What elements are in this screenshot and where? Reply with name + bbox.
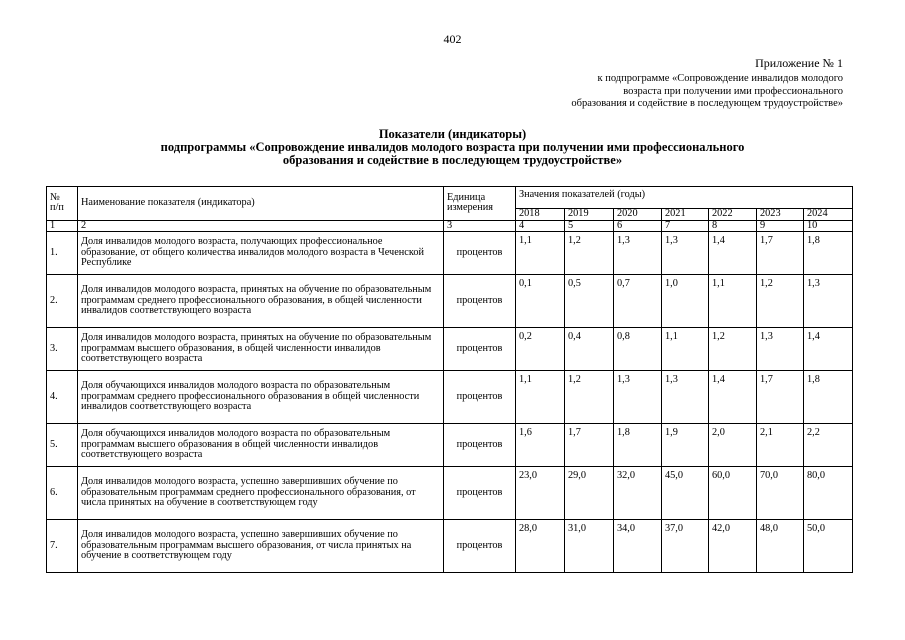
- value-2019: 31,0: [565, 520, 614, 573]
- table-row: [47, 467, 853, 520]
- row-number: 5.: [47, 424, 78, 467]
- value-2023: 2,1: [757, 424, 804, 467]
- indicator-unit: процентов: [444, 371, 516, 424]
- value-2024: 2,2: [804, 424, 853, 467]
- value-2021: 1,9: [662, 424, 709, 467]
- value-2024: 1,8: [804, 371, 853, 424]
- year-cell: 2022: [709, 209, 757, 221]
- column-number: 8: [709, 220, 757, 232]
- value-2019: 0,5: [565, 275, 614, 328]
- row-number: 3.: [47, 328, 78, 371]
- year-cell: 2023: [757, 209, 804, 221]
- value-2022: 1,1: [709, 275, 757, 328]
- title-line-1: Показатели (индикаторы): [378, 127, 527, 141]
- value-2018: 0,2: [516, 328, 565, 371]
- header-unit-cell: [444, 187, 516, 221]
- value-2023: 48,0: [757, 520, 804, 573]
- indicator-unit: процентов: [444, 424, 516, 467]
- column-number: 1: [47, 220, 78, 232]
- value-2020: 0,7: [614, 275, 662, 328]
- indicator-unit: процентов: [444, 467, 516, 520]
- column-number: 4: [516, 220, 565, 232]
- column-numbers-row: [47, 220, 853, 232]
- value-2022: 2,0: [709, 424, 757, 467]
- header-num-line-1: №: [50, 191, 60, 203]
- column-number: 10: [804, 220, 853, 232]
- row-number: 7.: [47, 520, 78, 573]
- title-line-3: образования и содействие в последующем трудоустройстве»: [282, 153, 623, 167]
- value-2022: 60,0: [709, 467, 757, 520]
- header-num-cell: [47, 187, 78, 221]
- value-2021: 1,3: [662, 371, 709, 424]
- indicator-name: Доля обучающихся инвалидов молодого возраста по образовательным программам среднего профессионального образования в общей численности инвалидов соответствующего возраста: [78, 371, 444, 424]
- value-2019: 1,2: [565, 371, 614, 424]
- table-row: [47, 520, 853, 573]
- column-number: 2: [78, 220, 444, 232]
- column-number: 9: [757, 220, 804, 232]
- value-2023: 1,2: [757, 275, 804, 328]
- value-2023: 1,3: [757, 328, 804, 371]
- header-name-cell: Наименование показателя (индикатора): [78, 187, 444, 221]
- value-2018: 28,0: [516, 520, 565, 573]
- indicator-unit: процентов: [444, 328, 516, 371]
- value-2024: 1,8: [804, 232, 853, 275]
- table-row: [47, 232, 853, 275]
- value-2023: 70,0: [757, 467, 804, 520]
- page-number: 402: [443, 32, 462, 46]
- value-2018: 1,1: [516, 232, 565, 275]
- value-2020: 0,8: [614, 328, 662, 371]
- value-2023: 1,7: [757, 232, 804, 275]
- value-2020: 1,8: [614, 424, 662, 467]
- indicator-name: Доля инвалидов молодого возраста, успешно завершивших обучение по образовательным программам среднего профессионального образования, от числа принятых на обучение в соответствующем году: [78, 467, 444, 520]
- value-2018: 1,1: [516, 371, 565, 424]
- year-cell: 2021: [662, 209, 709, 221]
- header-unit-line-2: измерения: [447, 202, 493, 214]
- value-2019: 1,7: [565, 424, 614, 467]
- value-2022: 1,2: [709, 328, 757, 371]
- appendix-title: Приложение № 1: [755, 56, 843, 70]
- year-cell: 2018: [516, 209, 565, 221]
- column-number: 3: [444, 220, 516, 232]
- value-2018: 23,0: [516, 467, 565, 520]
- document-title: [0, 128, 905, 167]
- indicator-unit: процентов: [444, 520, 516, 573]
- indicator-name: Доля обучающихся инвалидов молодого возраста по образовательным программам высшего образования в общей численности инвалидов соответствующего возраста: [78, 424, 444, 467]
- value-2022: 42,0: [709, 520, 757, 573]
- indicator-name: Доля инвалидов молодого возраста, принятых на обучение по образовательным программам среднего профессионального образования, в общей численности инвалидов соответствующего возраста: [78, 275, 444, 328]
- table-row: [47, 371, 853, 424]
- year-cell: 2020: [614, 209, 662, 221]
- year-cell: 2024: [804, 209, 853, 221]
- header-unit-line-1: Единица: [447, 191, 486, 203]
- indicator-unit: процентов: [444, 232, 516, 275]
- indicator-name: Доля инвалидов молодого возраста, получающих профессиональное образование, от общего количества инвалидов молодого возраста в Чеченской Республике: [78, 232, 444, 275]
- value-2021: 1,0: [662, 275, 709, 328]
- value-2019: 0,4: [565, 328, 614, 371]
- indicator-unit: процентов: [444, 275, 516, 328]
- appendix-line-1: к подпрограмме «Сопровождение инвалидов молодого: [597, 73, 843, 84]
- value-2022: 1,4: [709, 371, 757, 424]
- value-2020: 1,3: [614, 232, 662, 275]
- value-2021: 37,0: [662, 520, 709, 573]
- indicators-table: [46, 186, 853, 573]
- value-2018: 1,6: [516, 424, 565, 467]
- row-number: 2.: [47, 275, 78, 328]
- appendix-subtitle: [483, 73, 843, 111]
- indicator-name: Доля инвалидов молодого возраста, принятых на обучение по образовательным программам высшего образования, в общей численности инвалидов соответствующего возраста: [78, 328, 444, 371]
- year-cell: 2019: [565, 209, 614, 221]
- table-header-row: [47, 187, 853, 209]
- column-number: 6: [614, 220, 662, 232]
- value-2018: 0,1: [516, 275, 565, 328]
- value-2024: 1,4: [804, 328, 853, 371]
- value-2024: 1,3: [804, 275, 853, 328]
- value-2021: 1,3: [662, 232, 709, 275]
- title-line-2: подпрограммы «Сопровождение инвалидов молодого возраста при получении ими профессионального: [160, 140, 745, 154]
- value-2020: 34,0: [614, 520, 662, 573]
- table-row: [47, 275, 853, 328]
- value-2021: 45,0: [662, 467, 709, 520]
- appendix-line-3: образования и содействие в последующем трудоустройстве»: [571, 98, 843, 109]
- row-number: 6.: [47, 467, 78, 520]
- row-number: 1.: [47, 232, 78, 275]
- value-2023: 1,7: [757, 371, 804, 424]
- value-2020: 32,0: [614, 467, 662, 520]
- value-2021: 1,1: [662, 328, 709, 371]
- value-2022: 1,4: [709, 232, 757, 275]
- header-num-line-2: п/п: [50, 202, 64, 214]
- appendix-line-2: возраста при получении ими профессионального: [623, 85, 843, 97]
- value-2020: 1,3: [614, 371, 662, 424]
- indicator-name: Доля инвалидов молодого возраста, успешно завершивших обучение по образовательным программам высшего образования, от числа принятых на обучение в соответствующем году: [78, 520, 444, 573]
- value-2019: 29,0: [565, 467, 614, 520]
- value-2019: 1,2: [565, 232, 614, 275]
- column-number: 7: [662, 220, 709, 232]
- header-values-cell: Значения показателей (годы): [516, 187, 853, 209]
- table-row: [47, 328, 853, 371]
- column-number: 5: [565, 220, 614, 232]
- row-number: 4.: [47, 371, 78, 424]
- table-row: [47, 424, 853, 467]
- value-2024: 50,0: [804, 520, 853, 573]
- value-2024: 80,0: [804, 467, 853, 520]
